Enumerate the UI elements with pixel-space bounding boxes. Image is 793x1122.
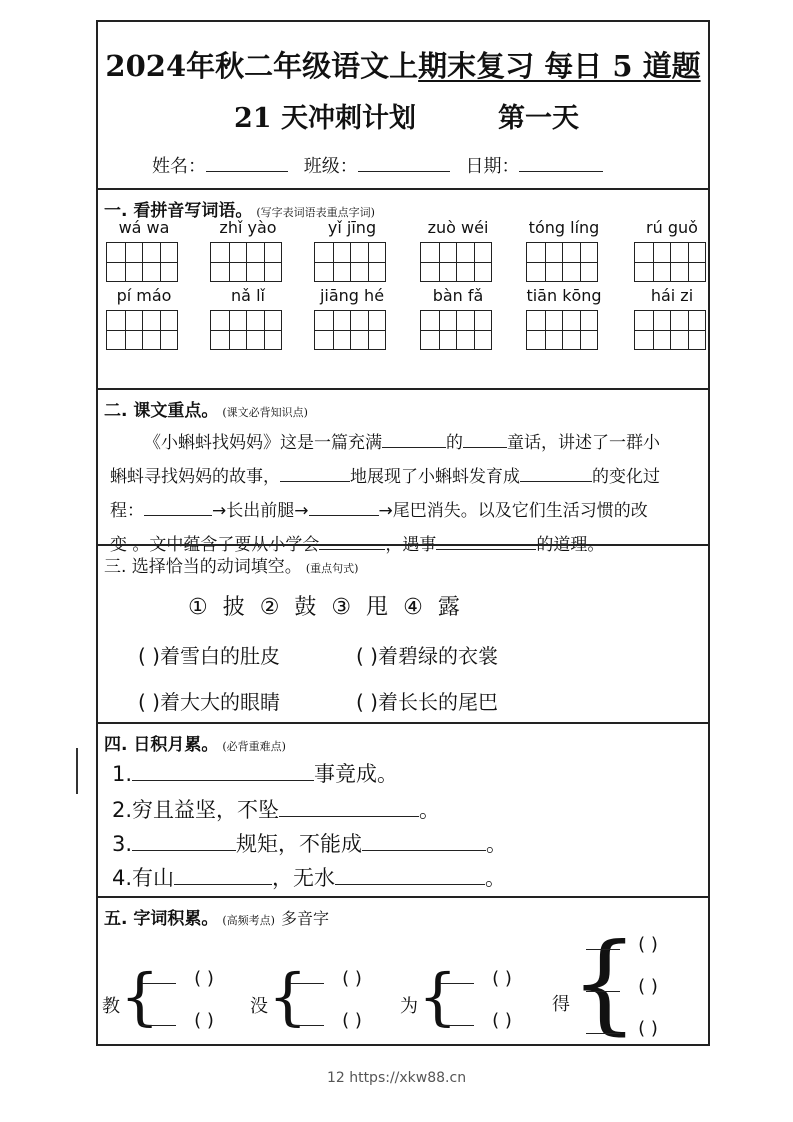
section-title <box>104 552 358 577</box>
grid-line <box>264 243 265 281</box>
grid-line <box>545 311 546 349</box>
blank-line[interactable] <box>280 465 350 482</box>
pinyin-item <box>106 286 182 305</box>
reading-slot[interactable] <box>586 976 676 997</box>
paren-blank[interactable]: ( ) <box>638 934 658 955</box>
date-field[interactable] <box>519 153 603 172</box>
text: 的道理。 <box>536 535 605 555</box>
grid-line <box>562 243 563 281</box>
writing-grid[interactable] <box>420 242 492 282</box>
pinyin-item <box>526 286 602 305</box>
blank-line[interactable] <box>144 499 212 516</box>
blank-line[interactable] <box>440 1011 474 1026</box>
grid-line <box>456 243 457 281</box>
section-extra: 多音字 <box>280 909 329 928</box>
section-note: (写字表词语表重点字词) <box>256 206 375 219</box>
name-label: 姓名： <box>152 156 206 177</box>
reading-slot[interactable] <box>586 934 676 955</box>
fill-item[interactable]: ( )着长长的尾巴 <box>356 690 498 714</box>
grid-line <box>439 243 440 281</box>
worksheet <box>96 20 710 1046</box>
text: 2.穷且益坚，不坠 <box>112 798 280 822</box>
pinyin-text: tóng líng <box>528 218 600 237</box>
scan-mark <box>76 748 78 794</box>
blank-line[interactable] <box>382 431 446 448</box>
text: 《小蝌蚪找妈妈》这是一篇充满 <box>144 433 382 453</box>
section-heading: 三. 选择恰当的动词填空。 <box>104 557 302 577</box>
page-subtitle <box>98 96 708 136</box>
worksheet-header <box>98 22 708 188</box>
grid-line <box>142 243 143 281</box>
pinyin-item <box>420 286 496 305</box>
grid-line <box>474 311 475 349</box>
section-note: (课文必背知识点) <box>222 406 308 419</box>
fill-item[interactable]: ( )着碧绿的衣裳 <box>356 644 498 668</box>
section-note: (重点句式) <box>305 562 359 575</box>
text: 。 <box>486 832 508 856</box>
writing-grid[interactable] <box>210 310 282 350</box>
writing-grid[interactable] <box>106 310 178 350</box>
pinyin-text: hái zi <box>650 286 694 305</box>
grid-line <box>350 243 351 281</box>
text: 规矩，不能成 <box>236 832 363 856</box>
blank-line[interactable] <box>290 1011 324 1026</box>
text: 。 <box>485 866 507 890</box>
blank-line[interactable] <box>586 977 620 992</box>
text: 的 <box>446 433 463 453</box>
text: ，遇事 <box>385 535 437 555</box>
idiom-item <box>112 862 506 892</box>
writing-grid[interactable] <box>210 242 282 282</box>
section-polyphones <box>98 896 708 1046</box>
reading-slot[interactable] <box>440 1010 530 1031</box>
section-pinyin <box>98 188 708 388</box>
paren-blank[interactable]: ( ) <box>194 1010 214 1031</box>
section-idioms <box>98 722 708 896</box>
blank-line[interactable] <box>290 969 324 984</box>
reading-slot[interactable] <box>290 1010 380 1031</box>
grid-line <box>264 311 265 349</box>
text: →长出前腿→ <box>212 501 309 521</box>
pinyin-text: yǐ jīng <box>327 218 377 237</box>
grid-line <box>350 311 351 349</box>
grid-line <box>333 311 334 349</box>
passage-line <box>110 426 702 460</box>
page-footer: 12 https://xkw88.cn <box>326 1070 467 1086</box>
brace-icon: { <box>268 960 308 1033</box>
reading-slot[interactable] <box>440 968 530 989</box>
blank-line[interactable] <box>520 465 592 482</box>
reading-slot[interactable] <box>586 1018 676 1039</box>
paren-blank[interactable]: ( ) <box>492 1010 512 1031</box>
pinyin-item <box>634 286 710 305</box>
writing-grid[interactable] <box>634 310 706 350</box>
pinyin-item <box>210 218 286 237</box>
grid-line <box>439 311 440 349</box>
paren-blank[interactable]: ( ) <box>638 976 658 997</box>
grid-line <box>545 243 546 281</box>
grid-line <box>580 311 581 349</box>
section-verbs <box>98 544 708 722</box>
pinyin-text: bàn fǎ <box>432 286 484 305</box>
blank-line[interactable] <box>440 969 474 984</box>
pinyin-item <box>420 218 496 237</box>
writing-grid[interactable] <box>634 242 706 282</box>
paren-blank[interactable]: ( ) <box>492 968 512 989</box>
polyphone-char: 教 <box>102 996 120 1017</box>
brace-icon: { <box>120 960 160 1033</box>
section-title <box>104 396 308 421</box>
grid-line <box>688 311 689 349</box>
paren-blank[interactable]: ( ) <box>638 1018 658 1039</box>
blank-line[interactable] <box>279 798 419 817</box>
reading-slot[interactable] <box>142 1010 232 1031</box>
pinyin-item <box>314 218 390 237</box>
class-label: 班级： <box>303 156 358 177</box>
grid-line <box>229 243 230 281</box>
blank-line[interactable] <box>142 969 176 984</box>
blank-line[interactable] <box>132 762 314 781</box>
grid-line <box>229 311 230 349</box>
writing-grid[interactable] <box>106 242 178 282</box>
grid-line <box>670 243 671 281</box>
grid-line <box>653 311 654 349</box>
passage <box>110 426 702 562</box>
grid-line <box>125 311 126 349</box>
text: 。 <box>419 798 441 822</box>
brace-icon: { <box>418 960 458 1033</box>
section-heading: 四. 日积月累。 <box>104 735 219 755</box>
grid-line <box>688 243 689 281</box>
grid-line <box>160 243 161 281</box>
section-title <box>104 904 329 929</box>
polyphone-char: 为 <box>400 996 418 1017</box>
pinyin-item <box>210 286 286 305</box>
paren-blank[interactable]: ( ) <box>194 968 214 989</box>
grid-line <box>333 243 334 281</box>
page-title <box>98 44 708 85</box>
text: ，无水 <box>272 866 336 890</box>
writing-grid[interactable] <box>314 310 386 350</box>
pinyin-text: tiān kōng <box>526 286 602 305</box>
blank-line[interactable] <box>174 866 272 885</box>
text: 1. <box>112 762 133 786</box>
grid-line <box>456 311 457 349</box>
grid-line <box>474 243 475 281</box>
pinyin-text: nǎ lǐ <box>231 286 265 305</box>
brace-icon: { <box>570 921 639 1046</box>
pinyin-item <box>634 218 710 237</box>
reading-slot[interactable] <box>142 968 232 989</box>
plan-label: 21 天冲刺计划 <box>234 103 416 134</box>
idiom-item <box>112 758 398 788</box>
blank-line[interactable] <box>142 1011 176 1026</box>
passage-line <box>110 494 702 528</box>
class-field[interactable] <box>358 153 450 172</box>
paren-blank[interactable]: ( ) <box>342 1010 362 1031</box>
text: 事竟成。 <box>314 762 399 786</box>
pinyin-text: jiāng hé <box>319 286 385 305</box>
reading-slot[interactable] <box>290 968 380 989</box>
blank-line[interactable] <box>132 832 236 851</box>
idiom-item <box>112 828 507 858</box>
idiom-item <box>112 794 440 824</box>
text: 程： <box>110 501 144 521</box>
grid-line <box>670 311 671 349</box>
pinyin-text: rú guǒ <box>646 218 698 237</box>
grid-line <box>125 243 126 281</box>
text: 蝌蚪寻找妈妈的故事， <box>110 467 280 487</box>
name-field[interactable] <box>206 153 288 172</box>
blank-line[interactable] <box>586 935 620 950</box>
grid-line <box>368 311 369 349</box>
pinyin-item <box>314 286 390 305</box>
text: 3. <box>112 832 133 856</box>
section-title <box>104 730 286 755</box>
polyphone-char: 得 <box>552 994 570 1015</box>
grid-line <box>653 243 654 281</box>
grid-line <box>246 243 247 281</box>
section-heading: 二. 课文重点。 <box>104 401 219 421</box>
writing-grid[interactable] <box>314 242 386 282</box>
passage-line <box>110 460 702 494</box>
blank-line[interactable] <box>309 499 379 516</box>
text: 4.有山 <box>112 866 175 890</box>
grid-line <box>562 311 563 349</box>
day-label: 第一天 <box>498 103 579 134</box>
writing-grid[interactable] <box>526 310 598 350</box>
title-part1: 2024年秋二年级语文上 <box>105 49 419 83</box>
blank-line[interactable] <box>586 1019 620 1034</box>
blank-line[interactable] <box>362 832 486 851</box>
section-heading: 一. 看拼音写词语。 <box>104 201 253 221</box>
section-key-points <box>98 388 708 555</box>
pinyin-text: pí máo <box>116 286 172 305</box>
text: →尾巴消失。以及它们生活习惯的改 <box>378 501 648 521</box>
text: 的变化过 <box>592 467 660 487</box>
fill-item[interactable]: ( )着雪白的肚皮 <box>138 644 280 668</box>
pinyin-text: zuò wéi <box>427 218 489 237</box>
fill-item[interactable]: ( )着大大的眼睛 <box>138 690 280 714</box>
grid-line <box>368 243 369 281</box>
section-heading: 五. 字词积累。 <box>104 909 219 929</box>
polyphone-char: 没 <box>250 996 268 1017</box>
pinyin-text: zhǐ yào <box>219 218 277 237</box>
blank-line[interactable] <box>335 866 485 885</box>
grid-line <box>160 311 161 349</box>
pinyin-item <box>526 218 602 237</box>
writing-grid[interactable] <box>526 242 598 282</box>
student-info <box>152 152 613 178</box>
title-part2: 期末复习 每日 5 道题 <box>418 49 701 83</box>
section-note: (必背重难点) <box>222 740 286 753</box>
date-label: 日期： <box>465 156 520 177</box>
grid-line <box>580 243 581 281</box>
paren-blank[interactable]: ( ) <box>342 968 362 989</box>
text: 变 。文中蕴含了要从小学会 <box>110 535 320 555</box>
writing-grid[interactable] <box>420 310 492 350</box>
text: 童话，讲述了一群小 <box>507 433 660 453</box>
grid-line <box>246 311 247 349</box>
blank-line[interactable] <box>463 431 507 448</box>
section-note: (高频考点) <box>222 914 275 927</box>
grid-line <box>142 311 143 349</box>
text: 地展现了小蝌蚪发育成 <box>350 467 520 487</box>
pinyin-item <box>106 218 182 237</box>
pinyin-text: wá wa <box>118 218 170 237</box>
verb-options: ① 披 ② 鼓 ③ 甩 ④ 露 <box>188 595 464 620</box>
